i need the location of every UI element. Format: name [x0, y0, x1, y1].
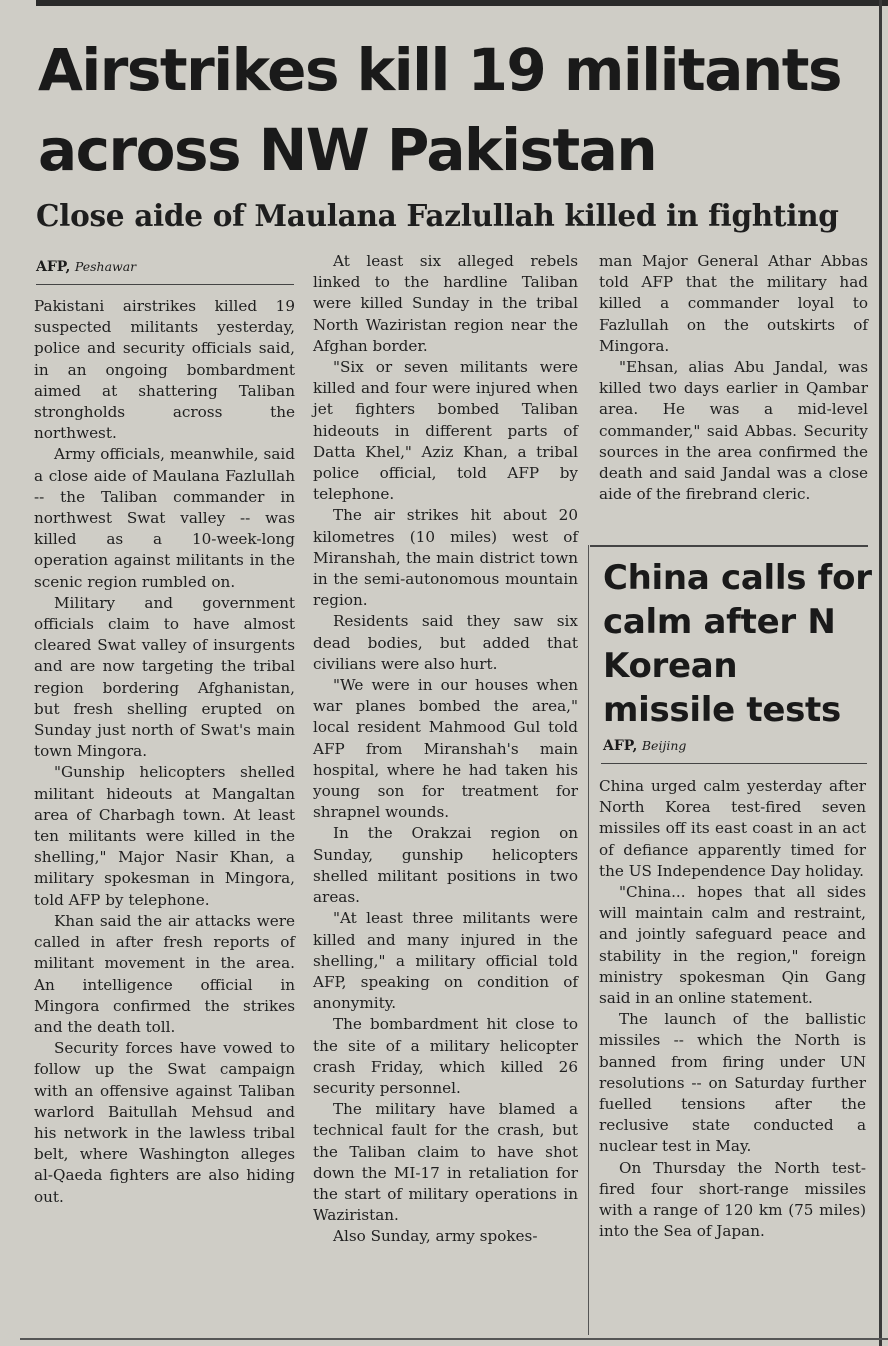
paragraph: Pakistani airstrikes killed 19 suspected militants yesterday, police and security officials said, in an ongoing bombardment aimed at shattering Taliban strongholds across the northwest. [34, 297, 295, 443]
main-byline-rule [36, 284, 294, 285]
paragraph: The air strikes hit about 20 kilometres (10 miles) west of Miranshah, the main district town in the semi-autonomous mountain region. [313, 506, 578, 610]
main-subhead: Close aide of Maulana Fazlullah killed in fighting [36, 198, 839, 233]
sidebar-headline: China calls for calm after N Korean missile tests [603, 558, 872, 730]
main-byline [36, 258, 136, 276]
paragraph: Residents said they saw six dead bodies, but added that civilians were also hurt. [313, 612, 578, 673]
sidebar-byline-dateline: Beijing [641, 738, 687, 753]
paragraph: Security forces have vowed to follow up the Swat campaign with an offensive against Taliban warlord Baitullah Mehsud and his network in the lawless tribal belt, where Washington alleges al-Qaeda fighters are also hiding out. [34, 1039, 295, 1206]
paragraph: At least six alleged rebels linked to the hardline Taliban were killed Sunday in the tribal North Waziristan region near the Afghan border. [313, 252, 578, 355]
paragraph: Military and government officials claim to have almost cleared Swat valley of insurgents and are now targeting the tribal region bordering Afghanistan, but fresh shelling erupted on Sunday just north of Swat's main town Mingora. [34, 593, 295, 761]
paragraph: "Six or seven militants were killed and four were injured when jet fighters bombed Taliban hideouts in different parts of Datta Khel," Aziz Khan, a tribal police official, told AFP by telephone. [313, 358, 578, 504]
paragraph: "China... hopes that all sides will maintain calm and restraint, and jointly safeguard peace and stability in the region," foreign ministry spokesman Qin Gang said in an online statement. [599, 883, 866, 1008]
paragraph: The military have blamed a technical fault for the crash, but the Taliban claim to have shot down the MI-17 in retaliation for the start of military operations in Waziristan. [313, 1100, 578, 1225]
paragraph: Army officials, meanwhile, said a close aide of Maulana Fazlullah -- the Taliban commander in northwest Swat valley -- was killed as a 10-week-long operation against militants in the scenic region rumbled on. [34, 445, 295, 591]
paragraph: "Gunship helicopters shelled militant hideouts at Mangaltan area of Charbagh town. At least ten militants were killed in the shelling," Major Nasir Khan, a military spokesman in Mingora, told AFP by telephone. [34, 763, 295, 909]
article-column-3 [599, 251, 868, 505]
sidebar-byline [603, 737, 686, 755]
main-headline: Airstrikes kill 19 militants across NW Pakistan [38, 36, 841, 184]
paragraph: "At least three militants were killed and many injured in the shelling," a military official told AFP, speaking on condition of anonymity. [313, 909, 578, 1013]
bottom-rule [20, 1338, 888, 1340]
sidebar-byline-rule [601, 763, 867, 764]
paragraph: The launch of the ballistic missiles -- which the North is banned from firing under UN resolutions -- on Saturday further fuelled tensions after the reclusive state conducted a nuclear test in May. [599, 1010, 866, 1156]
main-byline-dateline: Peshawar [74, 259, 137, 274]
main-byline-agency: AFP, [36, 259, 71, 275]
sidebar-article-column [599, 776, 866, 1242]
sidebar-divider [588, 545, 589, 1335]
article-column-1 [34, 296, 295, 1208]
paragraph: "Ehsan, alias Abu Jandal, was killed two days earlier in Qambar area. He was a mid-level commander," said Abbas. Security sources in the area confirmed the death and said Jandal was a close aide of the firebrand cleric. [599, 358, 868, 504]
paragraph: man Major General Athar Abbas told AFP that the military had killed a commander loyal to Fazlullah on the outskirts of Mingora. [599, 252, 868, 355]
article-column-2 [313, 251, 578, 1248]
paragraph: The bombardment hit close to the site of a military helicopter crash Friday, which killed 26 security personnel. [313, 1015, 578, 1097]
top-rule [36, 0, 888, 6]
paragraph: In the Orakzai region on Sunday, gunship helicopters shelled militant positions in two areas. [313, 824, 578, 907]
paragraph: Also Sunday, army spokes- [333, 1227, 538, 1246]
paragraph: "We were in our houses when war planes bombed the area," local resident Mahmood Gul told AFP from Miranshah's main hospital, where he had taken his young son for treatment for shrapnel wounds. [313, 676, 578, 822]
sidebar-byline-agency: AFP, [603, 738, 638, 754]
paragraph: Khan said the air attacks were called in after fresh reports of militant movement in the area. An intelligence official in Mingora confirmed the strikes and the death toll. [34, 911, 295, 1036]
paragraph: China urged calm yesterday after North Korea test-fired seven missiles off its east coast in an act of defiance apparently timed for the US Independence Day holiday. [599, 777, 866, 880]
paragraph: On Thursday the North test-fired four short-range missiles with a range of 120 km (75 miles) into the Sea of Japan. [599, 1158, 866, 1241]
sidebar-top-rule [590, 545, 868, 547]
